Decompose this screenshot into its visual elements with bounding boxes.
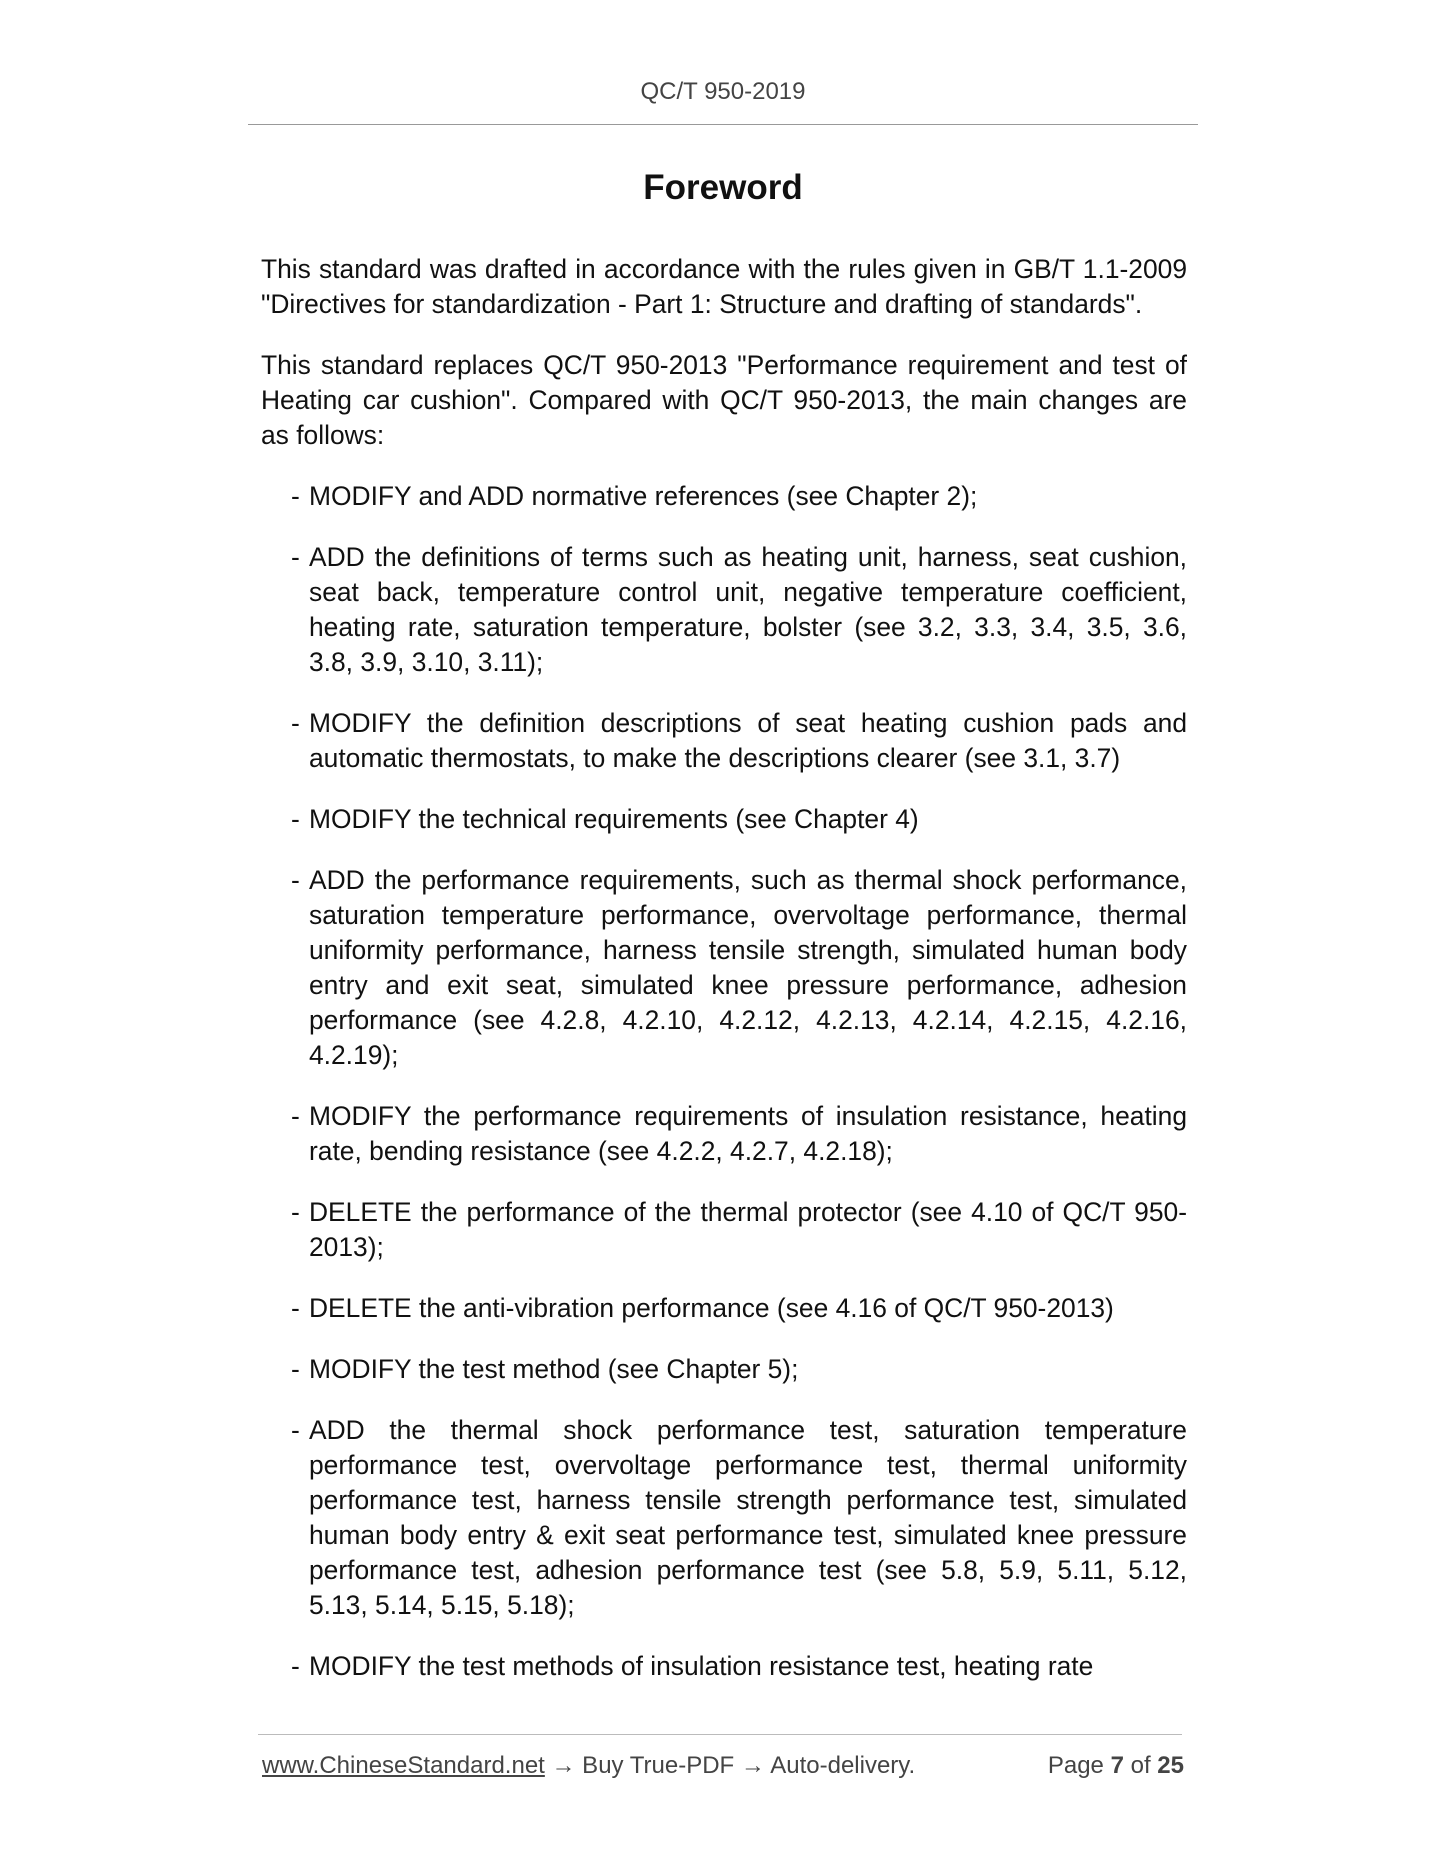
list-bullet: - bbox=[291, 1101, 300, 1131]
list-item-text: ADD the definitions of terms such as heating unit, harness, seat cushion, seat back, temperature control unit, negative temperature coefficient, heating rate, saturation temperature, bolster (see 3.2, 3.3, 3.4, 3.5, 3.6, 3.8, 3.9, 3.10, 3.11); bbox=[309, 542, 1187, 677]
page-number: 7 bbox=[1110, 1752, 1124, 1779]
page-label: Page bbox=[1047, 1752, 1104, 1779]
list-item-text: DELETE the anti-vibration performance (see 4.16 of QC/T 950-2013) bbox=[309, 1293, 1114, 1323]
list-bullet: - bbox=[291, 542, 300, 572]
list-bullet: - bbox=[291, 1354, 300, 1384]
list-item-text: MODIFY the test method (see Chapter 5); bbox=[309, 1354, 799, 1384]
list-bullet: - bbox=[291, 708, 300, 738]
list-item bbox=[261, 1649, 1187, 1684]
list-item-text: MODIFY the test methods of insulation resistance test, heating rate bbox=[309, 1651, 1094, 1681]
page-indicator bbox=[1048, 1752, 1184, 1780]
total-pages: 25 bbox=[1157, 1752, 1184, 1779]
list-bullet: - bbox=[291, 1651, 300, 1681]
list-item bbox=[261, 1352, 1187, 1387]
list-bullet: - bbox=[291, 1293, 300, 1323]
list-item bbox=[261, 479, 1187, 514]
list-item-text: ADD the performance requirements, such as thermal shock performance, saturation temperature performance, overvoltage performance, thermal uniformity performance, harness tensile strength, simulated human body entry and exit seat, simulated knee pressure performance, adhesion performance (see 4.2.8, 4.2.10, 4.2.12, 4.2.13, 4.2.14, 4.2.15, 4.2.16, 4.2.19); bbox=[309, 865, 1187, 1070]
list-bullet: - bbox=[291, 1415, 300, 1445]
list-item bbox=[261, 802, 1187, 837]
header-divider bbox=[248, 124, 1198, 125]
list-item-text: MODIFY and ADD normative references (see Chapter 2); bbox=[309, 481, 978, 511]
of-label: of bbox=[1130, 1752, 1151, 1779]
list-bullet: - bbox=[291, 481, 300, 511]
running-header: QC/T 950-2019 bbox=[640, 78, 806, 105]
intro-paragraph: This standard was drafted in accordance with the rules given in GB/T 1.1-2009 "Directives for standardization - Part 1: Structure and drafting of standards". bbox=[261, 254, 1187, 319]
list-item bbox=[261, 706, 1187, 776]
list-bullet: - bbox=[291, 865, 300, 895]
list-item bbox=[261, 540, 1187, 680]
list-item-text: ADD the thermal shock performance test, saturation temperature performance test, overvoltage performance test, thermal uniformity performance test, harness tensile strength performance test, simulated human body entry & exit seat performance test, simulated knee pressure performance test, adhesion performance test (see 5.8, 5.9, 5.11, 5.12, 5.13, 5.14, 5.15, 5.18); bbox=[309, 1415, 1187, 1620]
footer-promo bbox=[262, 1752, 915, 1780]
website-link[interactable]: www.ChineseStandard.net bbox=[262, 1752, 545, 1779]
footer-divider bbox=[258, 1734, 1182, 1735]
list-item-text: DELETE the performance of the thermal protector (see 4.10 of QC/T 950-2013); bbox=[309, 1197, 1187, 1262]
list-item-text: MODIFY the performance requirements of insulation resistance, heating rate, bending resistance (see 4.2.2, 4.2.7, 4.2.18); bbox=[309, 1101, 1187, 1166]
list-item bbox=[261, 1291, 1187, 1326]
list-item-text: MODIFY the definition descriptions of seat heating cushion pads and automatic thermostats, to make the descriptions clearer (see 3.1, 3.7) bbox=[309, 708, 1187, 773]
footer-promo-text: → Buy True-PDF → Auto-delivery. bbox=[544, 1752, 916, 1779]
list-item bbox=[261, 863, 1187, 1073]
replacement-paragraph: This standard replaces QC/T 950-2013 "Performance requirement and test of Heating car cushion". Compared with QC/T 950-2013, the main changes are as follows: bbox=[261, 350, 1187, 450]
page-title: Foreword bbox=[643, 168, 803, 207]
list-item bbox=[261, 1413, 1187, 1623]
list-item-text: MODIFY the technical requirements (see Chapter 4) bbox=[309, 804, 919, 834]
document-body bbox=[261, 252, 1187, 1710]
list-bullet: - bbox=[291, 804, 300, 834]
list-item bbox=[261, 1195, 1187, 1265]
list-item bbox=[261, 1099, 1187, 1169]
changes-list bbox=[261, 479, 1187, 1684]
list-bullet: - bbox=[291, 1197, 300, 1227]
